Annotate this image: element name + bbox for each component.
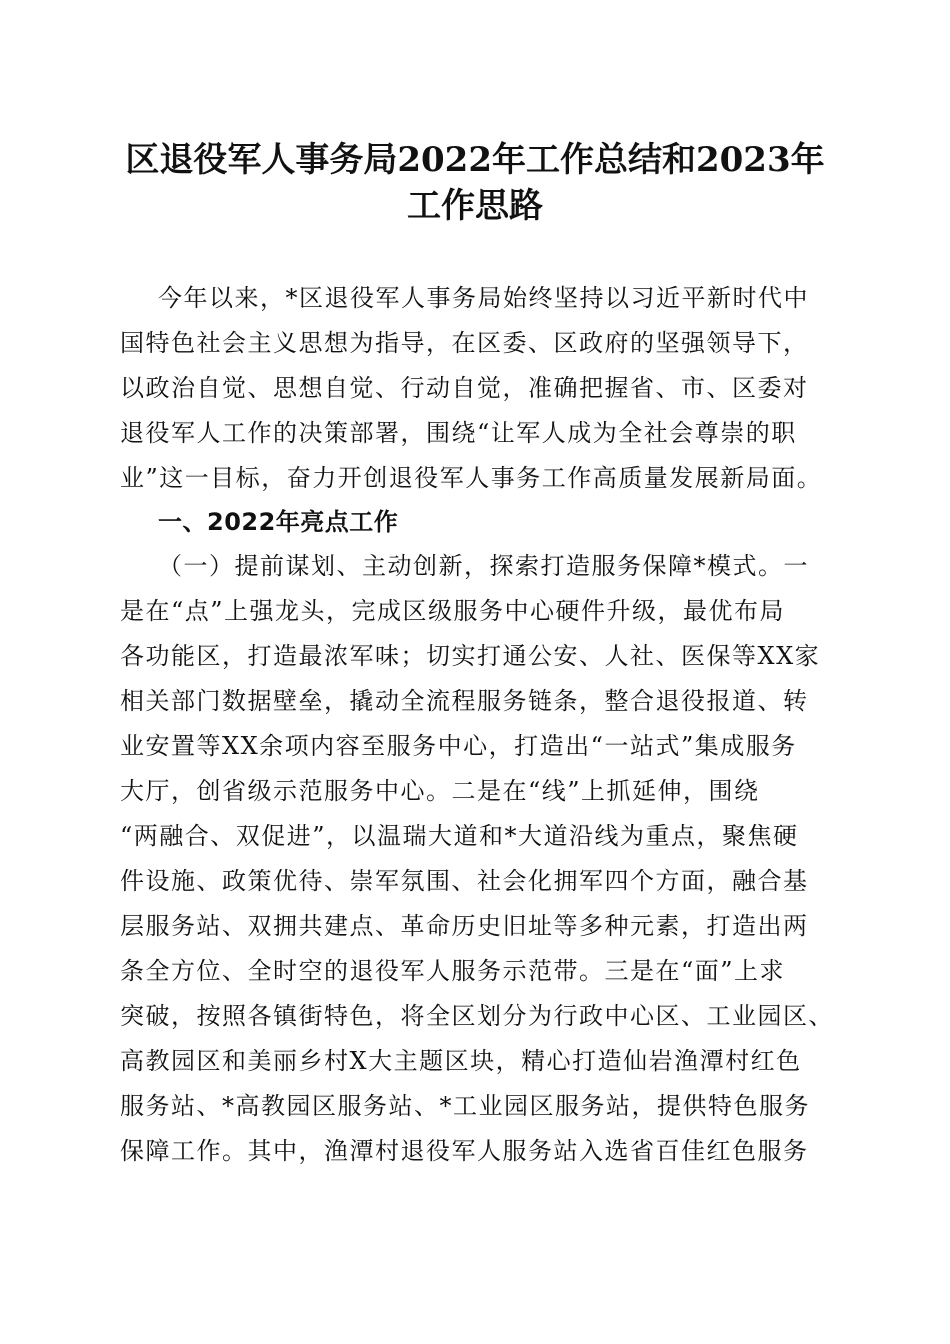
body-line: 条全方位、全时空的退役军人服务示范带。三是在“面”上求 [120,957,786,985]
document-title-line-2: 工作思路 [407,186,543,226]
body-line: 服务站、*高教园区服务站、*工业园区服务站，提供特色服务 [120,1092,810,1120]
body-line: 各功能区，打造最浓军味；切实打通公安、人社、医保等XX家 [120,642,821,670]
body-line: 是在“点”上强龙头，完成区级服务中心硬件升级，最优布局 [120,597,786,625]
intro-line: 国特色社会主义思想为指导，在区委、区政府的坚强领导下， [120,329,809,357]
document-title-line-1: 区退役军人事务局2022年工作总结和2023年 [125,140,825,180]
intro-line: 今年以来，*区退役军人事务局始终坚持以习近平新时代中 [158,284,809,312]
intro-line: 退役军人工作的决策部署，围绕“让军人成为全社会尊崇的职 [120,419,797,447]
body-line: 业安置等XX余项内容至服务中心，打造出“一站式”集成服务 [120,732,797,760]
body-line: 层服务站、双拥共建点、革命历史旧址等多种元素，打造出两 [120,912,809,940]
intro-line: 以政治自觉、思想自觉、行动自觉，准确把握省、市、区委对 [120,374,809,402]
body-line: 相关部门数据壁垒，撬动全流程服务链条，整合退役报道、转 [120,687,809,715]
body-line: “两融合、双促进”，以温瑞大道和*大道沿线为重点，聚焦硬 [120,822,799,850]
body-line: 突破，按照各镇街特色，将全区划分为行政中心区、工业园区、 [120,1002,834,1030]
body-line: 保障工作。其中，渔潭村退役军人服务站入选省百佳红色服务 [120,1137,809,1165]
intro-line: 业”这一目标，奋力开创退役军人事务工作高质量发展新局面。 [120,464,823,492]
body-line: 件设施、政策优待、崇军氛围、社会化拥军四个方面，融合基 [120,867,809,895]
body-line: 大厅，创省级示范服务中心。二是在“线”上抓延伸，围绕 [120,777,760,805]
body-line: 高教园区和美丽乡村X大主题区块，精心打造仙岩渔潭村红色 [120,1047,802,1075]
body-line: （一）提前谋划、主动创新，探索打造服务保障*模式。一 [158,552,809,580]
section-heading: 一、2022年亮点工作 [158,508,399,536]
